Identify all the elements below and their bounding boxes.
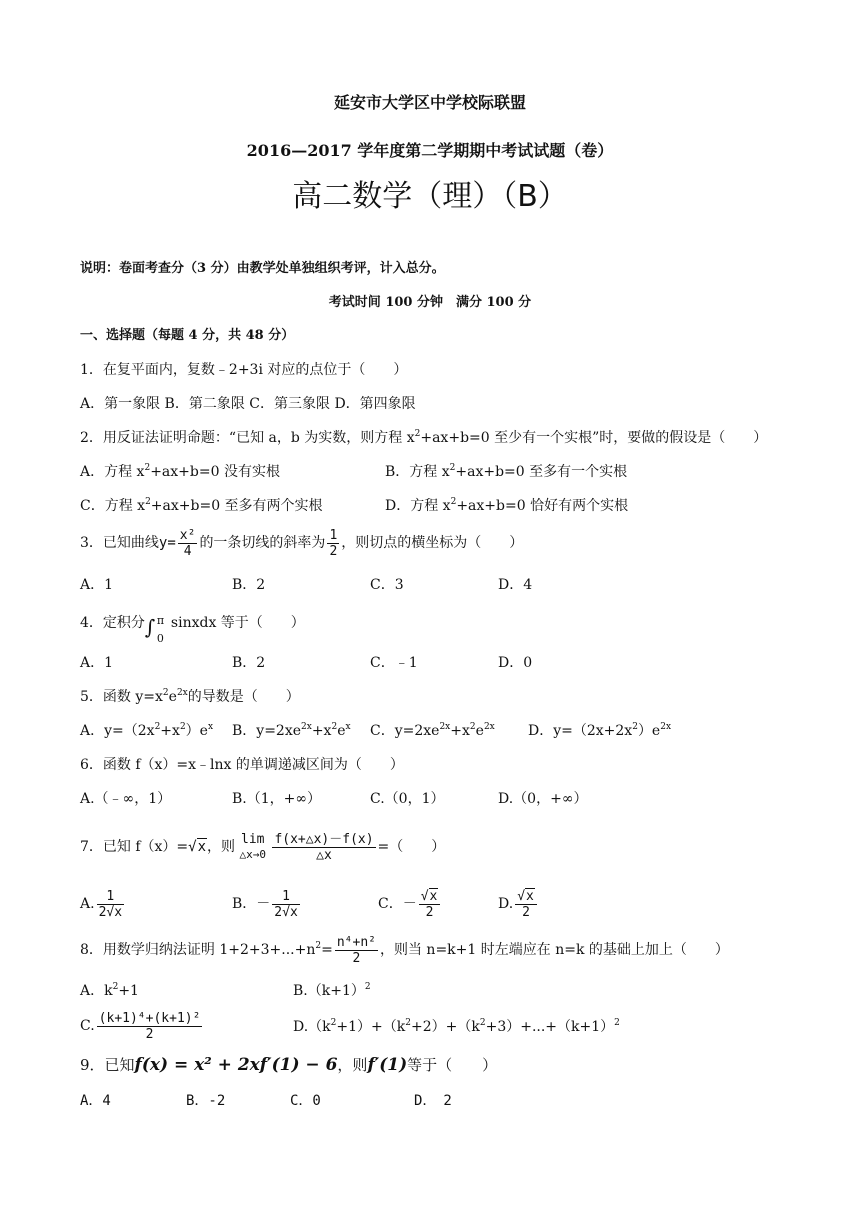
question-2-option-a: A．方程 $x^2+ax+b=0$ 没有实根 [80,463,280,480]
exam-term: 2016—2017 学年度第二学期期中考试试题（卷） [246,141,614,160]
page-title: 高二数学（理）（B） [292,179,568,214]
sum-formula-fraction: $\frac{\text{n⁴+n²}}{2}$ [336,934,376,966]
derivative-formula: f′(1) [367,1055,408,1075]
question-1-options: A．第一象限 B．第二象限 C．第三象限 D．第四象限 [80,396,416,412]
q9-option-d: D． 2 [414,1093,452,1109]
function-formula: f(x) = x² + 2xf′(1) − 6 [134,1055,338,1075]
q3-option-d: D．4 [498,577,533,593]
q8-option-c: C. $\frac{\text{(k+1)⁴+(k+1)²}}{2}$ [80,1010,201,1042]
question-1: 1．在复平面内，复数﹣2+3i 对应的点位于（ ） [80,362,408,378]
q5-option-c: C．$y=2xe^{2x}+x^2e^{2x}$ [370,722,495,739]
q3-option-a: A．1 [80,577,114,593]
q6-option-d: D.（0，+∞） [498,791,588,807]
school-alliance: 延安市大学区中学校际联盟 [333,93,526,112]
q5-option-d: D．$y=(2x+2x^2)e^{2x}$ [528,722,672,739]
question-2: 2．用反证法证明命题：“已知 a，b 为实数，则方程 $x^2+ax+b=0$ 至少有一个实根”时，要做的假设是（ ） [80,429,768,446]
q4-option-b: B．2 [232,655,266,671]
sqrt-x: √x [188,839,207,855]
question-2-option-d: D．方程 $x^2+ax+b=0$ 恰好有两个实根 [385,497,629,514]
q3-option-c: C．3 [370,577,404,593]
q5-option-a: A．$y=(2x^2+x^2)e^x$ [80,722,214,739]
q7-option-b: B．－ $\frac{1}{2√x}$ [232,888,298,920]
q9-option-c: C．0 [290,1093,321,1109]
q5-option-b: B．$y=2xe^{2x}+x^2e^x$ [232,722,351,739]
question-5: 5．函数 $y=x^2e^{2x}$的导数是（ ） [80,688,300,705]
exam-info: 考试时间 100 分钟 满分 100 分 [328,295,532,310]
q4-option-c: C．﹣1 [370,655,418,671]
q4-option-d: D．0 [498,655,533,671]
question-3: 3．已知曲线y= $\frac{\text{x²}}{4}$ 的一条切线的斜率为 $\frac{1}{2}$ ，则切点的横坐标为（ ） [80,527,524,559]
question-2-option-b: B．方程 $x^2+ax+b=0$ 至多有一个实根 [385,463,628,480]
q7-option-a: A. $\frac{1}{2√x}$ [80,888,123,920]
exam-note: 说明：卷面考查分（3 分）由教学处单独组织考评，计入总分。 [80,261,445,276]
q8-option-d: $D.(k^2+1)+(k^2+2)+(k^2+3)+...+(k+1)^2$ [293,1018,620,1035]
q8-option-b: $B.(k+1)^2$ [293,982,371,999]
question-8: 8．用数学归纳法证明 $1+2+3+...+n^2=$ $\frac{\text{n⁴+n²}}{2}$ ，则当 n=k+1 时左端应在 n=k 的基础上加上（ ） [80,934,729,966]
integral-symbol: ∫ π 0 [144,614,165,645]
fraction-one-half: $\frac{1}{2}$ [329,527,338,559]
q9-option-b: B．-2 [186,1093,226,1109]
question-7: 7．已知 f（x）=√x，则 lim △x→0 $\frac{f(x+\triangle x)-f(x)}{\triangle x}$ =（ ） [80,831,446,863]
q3-option-b: B．2 [232,577,266,593]
question-9: 9．已知f(x) = x² + 2xf′(1) − 6，则f′(1)等于（ ） [80,1055,498,1075]
q7-option-c: C．－ $\frac{√x}{2}$ [378,884,442,924]
fraction-x2-over-4: $\frac{\text{x²}}{4}$ [179,527,196,559]
question-6: 6．函数 f（x）=x﹣lnx 的单调递减区间为（ ） [80,757,404,773]
q7-option-d: D. $\frac{√x}{2}$ [498,884,539,924]
q6-option-b: B.（1，+∞） [232,791,322,807]
question-4: 4．定积分 ∫ π 0 sinxdx 等于（ ） [80,606,305,640]
question-2-option-c: C．方程 $x^2+ax+b=0$ 至多有两个实根 [80,497,323,514]
q9-option-a: A．4 [80,1093,111,1109]
q4-option-a: A．1 [80,655,114,671]
difference-quotient: $\frac{f(x+\triangle x)-f(x)}{\triangle x}$ [274,831,374,863]
q6-option-c: C.（0，1） [370,791,445,807]
limit-symbol: lim △x→0 [239,832,266,861]
q6-option-a: A.（﹣∞，1） [80,791,172,807]
q8-option-a: A．$k^2+1$ [80,982,139,999]
section-heading: 一、选择题（每题 4 分，共 48 分） [80,328,295,343]
